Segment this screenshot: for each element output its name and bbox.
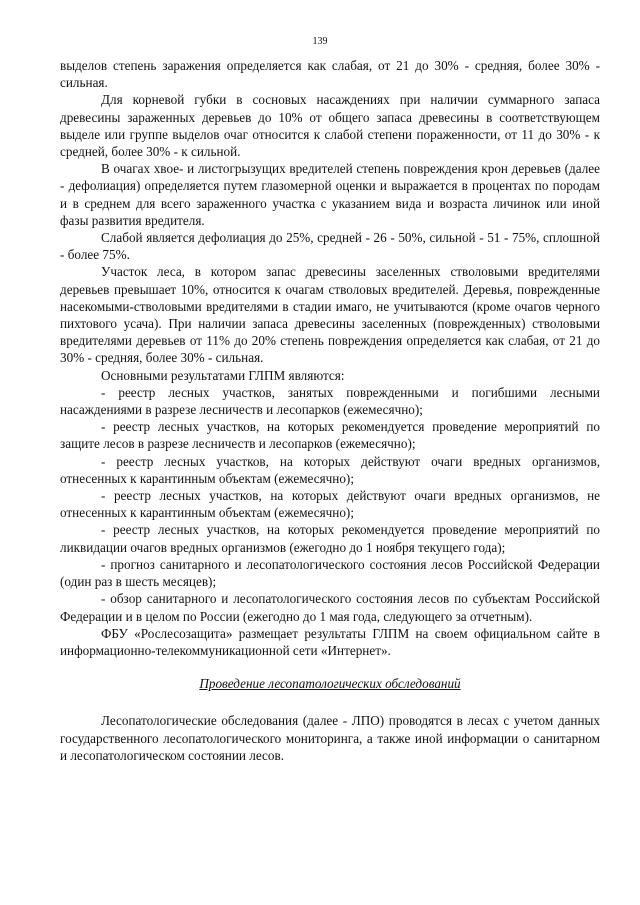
- paragraph-stem-pests: Участок леса, в котором запас древесины заселенных стволовыми вредителями деревьев превышает 10%, относится к очагам стволовых вредителей. Деревья, поврежденные насекомыми-стволовыми вредителями в стадии имаго, не учитываются (кроме очагов черного пихтового усача). При наличии запаса древесины заселенных (поврежденных) стволовыми вредителями деревьев от 11% до 20% степень повреждения определяется как слабая, от 21 до 30% - средняя, более 30% - сильная.: [60, 264, 600, 366]
- paragraph-defoliation-levels: Слабой является дефолиация до 25%, средней - 26 - 50%, сильной - 51 - 75%, сплошной - более 75%.: [60, 230, 600, 263]
- paragraph-defoliation: В очагах хвое- и листогрызущих вредителей степень повреждения крон деревьев (далее - дефолиация) определяется путем глазомерной оценки и выражается в процентах по породам и в среднем для всего зараженного участка с указанием вида и возраста личинок или иной фазы развития вредителя.: [60, 161, 600, 228]
- paragraph-publication: ФБУ «Рослесозащита» размещает результаты ГЛПМ на своем официальном сайте в информационно-телекоммуникационной сети «Интернет».: [60, 625, 600, 658]
- page-number: 139: [312, 36, 328, 47]
- paragraph-results-intro: Основными результатами ГЛПМ являются:: [101, 367, 345, 383]
- list-item: - реестр лесных участков, на которых рекомендуется проведение мероприятий по защите лесов в разрезе лесничеств и лесопарков (ежемесячно);: [60, 419, 600, 452]
- section-heading: Проведение лесопатологических обследований: [199, 676, 461, 692]
- page-body: [60, 57, 600, 764]
- list-item: - реестр лесных участков, на которых действуют очаги вредных организмов, не отнесенных к карантинным объектам (ежемесячно);: [60, 488, 600, 521]
- paragraph-root-fungus: Для корневой губки в сосновых насаждениях при наличии суммарного запаса древесины зараженных деревьев до 10% от общего запаса древесины в соответствующем выделе или группе выделов очаг относится к слабой степени пораженности, от 11 до 30% - к средней, более 30% - к сильной.: [60, 92, 600, 160]
- list-item: - реестр лесных участков, на которых действуют очаги вредных организмов, отнесенных к карантинным объектам (ежемесячно);: [60, 453, 600, 486]
- list-item: - реестр лесных участков, занятых поврежденными и погибшими лесными насаждениями в разрезе лесничеств и лесопарков (ежемесячно);: [60, 384, 600, 418]
- paragraph-continuation: выделов степень заражения определяется как слабая, от 21 до 30% - средняя, более 30% - сильная.: [60, 58, 600, 91]
- list-item: - прогноз санитарного и лесопатологического состояния лесов Российской Федерации (один раз в шесть месяцев);: [60, 556, 600, 590]
- paragraph-surveys: Лесопатологические обследования (далее - ЛПО) проводятся в лесах с учетом данных государственного лесопатологического мониторинга, а также иной информации о санитарном и лесопатологическом состоянии лесов.: [60, 713, 600, 763]
- list-item: - обзор санитарного и лесопатологического состояния лесов по субъектам Российской Федерации и в целом по России (ежегодно до 1 мая года, следующего за отчетным).: [60, 591, 600, 624]
- list-item: - реестр лесных участков, на которых рекомендуется проведение мероприятий по ликвидации очагов вредных организмов (ежегодно до 1 ноября текущего года);: [60, 522, 600, 555]
